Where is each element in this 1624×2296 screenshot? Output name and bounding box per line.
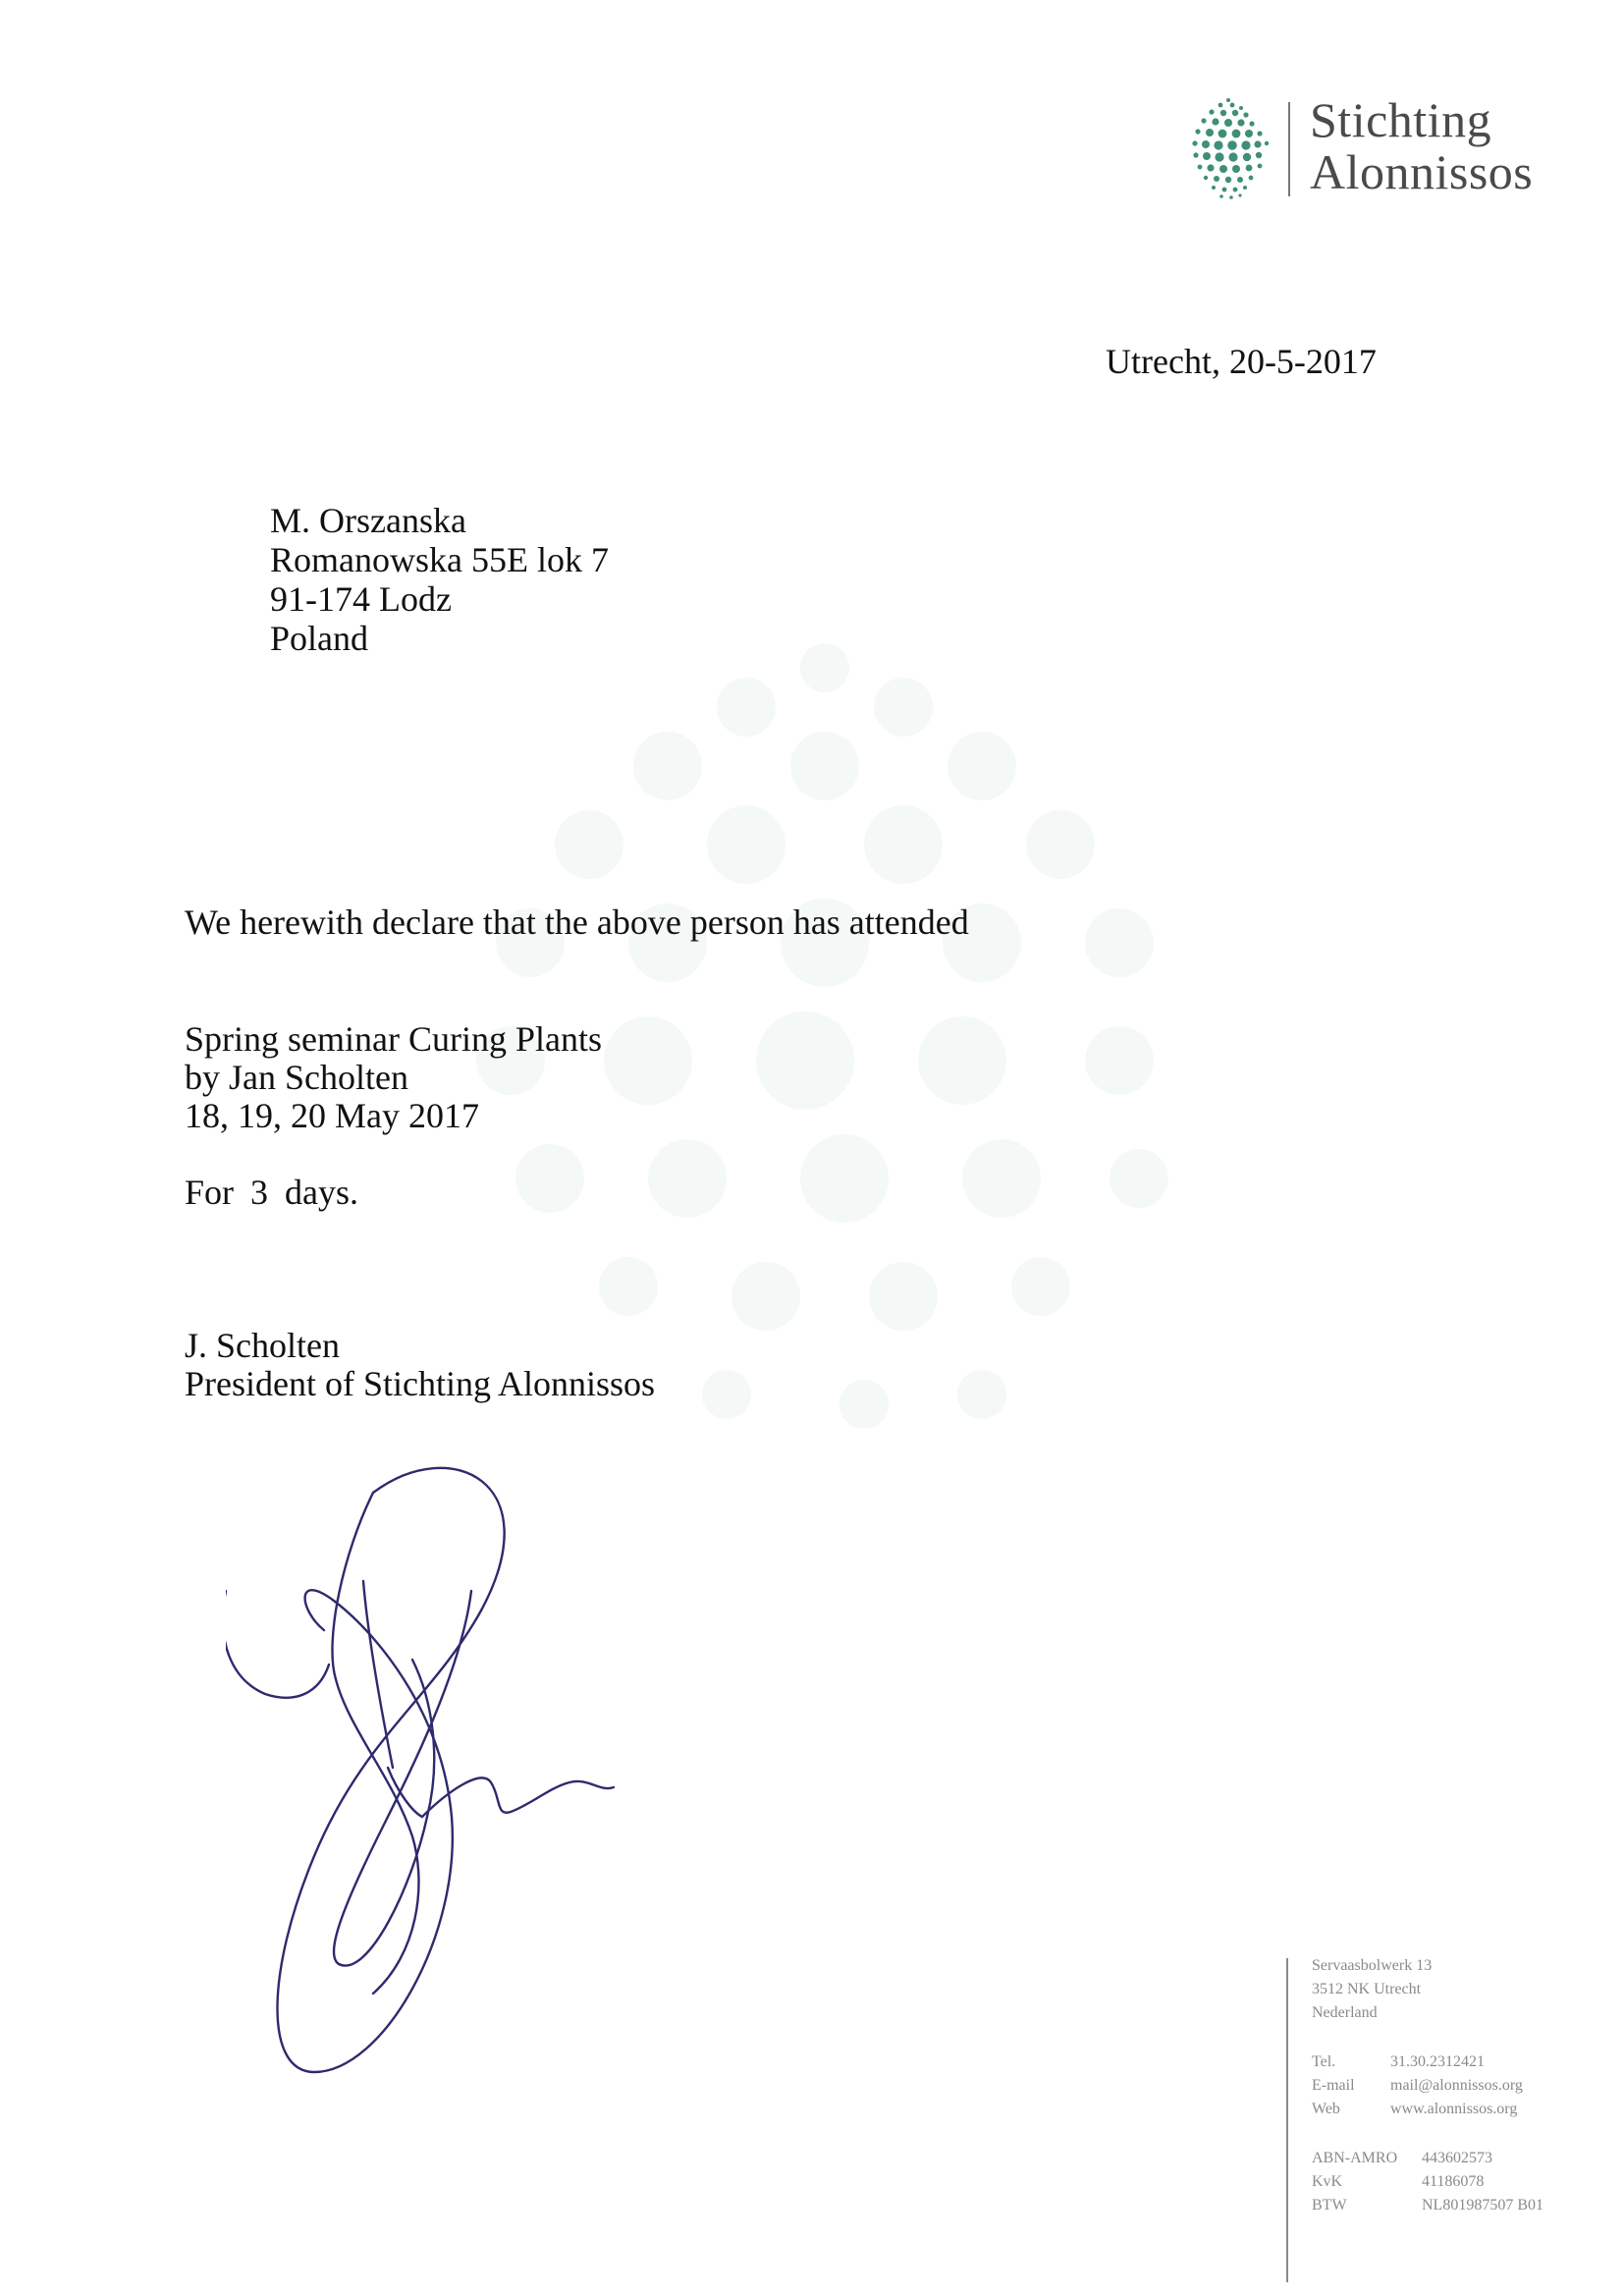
footer-kvk-label: KvK <box>1312 2173 1343 2190</box>
footer-registration <box>1312 2147 1597 2217</box>
footer-web-row <box>1312 2098 1597 2121</box>
letterhead-logo <box>1186 94 1569 212</box>
footer-contact-block <box>1286 1954 1600 2278</box>
seminar-details <box>185 1020 602 1135</box>
seminar-dates: 18, 19, 20 May 2017 <box>185 1096 479 1135</box>
recipient-street: Romanowska 55E lok 7 <box>270 540 609 579</box>
handwritten-signature-icon <box>226 1444 717 2111</box>
footer-tel-value: 31.30.2312421 <box>1390 2053 1485 2070</box>
letter-date: Utrecht, 20-5-2017 <box>1106 342 1377 381</box>
dotted-sphere-logo-icon <box>1186 94 1271 202</box>
recipient-address <box>270 501 609 658</box>
footer-address <box>1312 1954 1597 2025</box>
footer-tel-label: Tel. <box>1312 2053 1336 2070</box>
footer-web-label: Web <box>1312 2101 1340 2117</box>
footer-contact <box>1312 2050 1597 2121</box>
seminar-speaker: by Jan Scholten <box>185 1058 408 1097</box>
footer-tel-row <box>1312 2050 1597 2074</box>
footer-btw-label: BTW <box>1312 2197 1347 2214</box>
signer-role: President of Stichting Alonnissos <box>185 1364 656 1403</box>
footer-email-row <box>1312 2074 1597 2098</box>
footer-content <box>1312 1954 1597 2243</box>
declaration-text: We herewith declare that the above person has attended <box>185 902 969 942</box>
footer-email-label: E-mail <box>1312 2077 1355 2094</box>
footer-bank-label: ABN-AMRO <box>1312 2150 1398 2166</box>
seminar-title: Spring seminar Curing Plants <box>185 1019 602 1059</box>
footer-web-value: www.alonnissos.org <box>1390 2101 1518 2117</box>
signer-name: J. Scholten <box>185 1326 340 1365</box>
signer-block <box>185 1327 655 1403</box>
footer-bank-value: 443602573 <box>1422 2150 1492 2166</box>
recipient-country: Poland <box>270 619 369 658</box>
recipient-name: M. Orszanska <box>270 501 466 540</box>
footer-address-line-3: Nederland <box>1312 2004 1378 2021</box>
footer-address-line-1: Servaasbolwerk 13 <box>1312 1957 1433 1974</box>
footer-kvk-value: 41186078 <box>1422 2173 1485 2190</box>
footer-kvk-row <box>1312 2170 1597 2194</box>
attendance-duration: For 3 days. <box>185 1173 358 1212</box>
org-name-line-2: Alonnissos <box>1310 144 1534 199</box>
footer-divider <box>1286 1958 1288 2282</box>
footer-email-value: mail@alonnissos.org <box>1390 2077 1523 2094</box>
organization-name <box>1310 94 1533 198</box>
footer-address-line-2: 3512 NK Utrecht <box>1312 1981 1422 1997</box>
logo-divider <box>1288 102 1290 196</box>
recipient-city: 91-174 Lodz <box>270 579 452 619</box>
org-name-line-1: Stichting <box>1310 92 1492 147</box>
footer-btw-value: NL801987507 B01 <box>1422 2197 1543 2214</box>
footer-btw-row <box>1312 2194 1597 2217</box>
footer-bank-row <box>1312 2147 1597 2170</box>
